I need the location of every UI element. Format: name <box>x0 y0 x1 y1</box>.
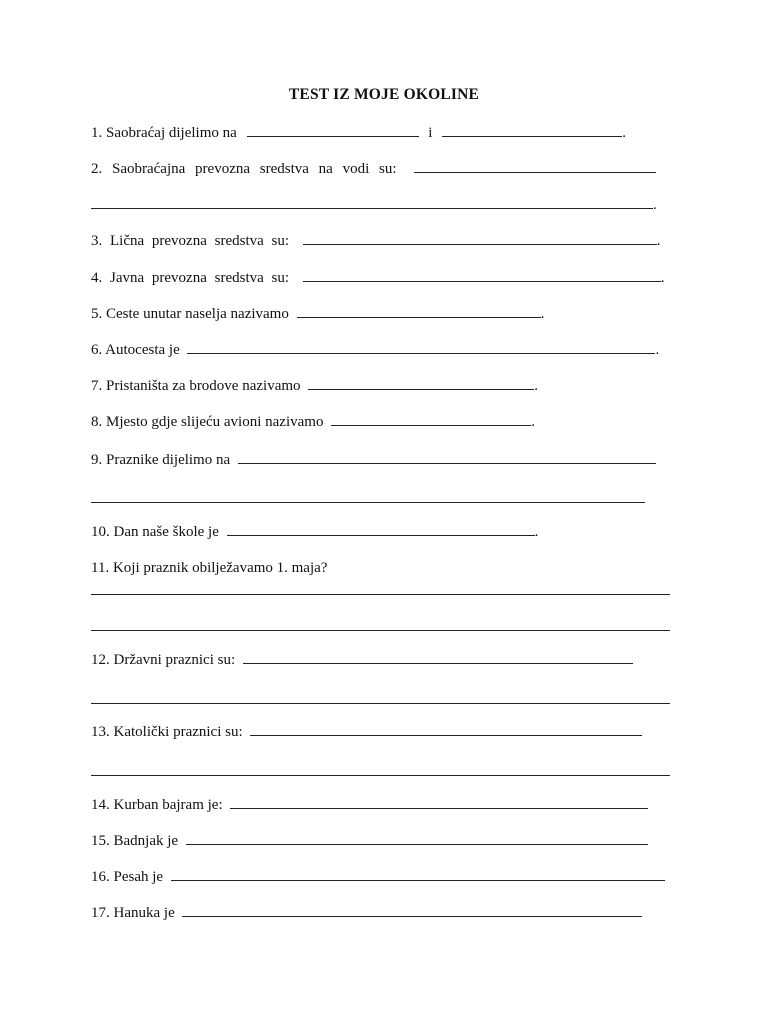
question-7 <box>91 377 538 395</box>
answer-line[interactable] <box>91 208 653 209</box>
question-text: 2. Saobraćajna prevozna sredstva na vodi su: <box>91 161 397 177</box>
question-1 <box>91 124 626 142</box>
question-text: 15. Badnjak je <box>91 833 179 849</box>
answer-line[interactable] <box>91 703 670 704</box>
question-2-continuation <box>91 196 657 214</box>
period: . <box>655 342 660 358</box>
answer-blank[interactable] <box>303 244 657 245</box>
period: . <box>534 378 539 394</box>
question-text: 11. Koji praznik obilježavamo 1. maja? <box>91 560 328 576</box>
question-4 <box>91 269 665 287</box>
period: . <box>534 524 539 540</box>
answer-blank[interactable] <box>247 136 419 137</box>
answer-blank[interactable] <box>186 844 648 845</box>
question-text: 3. Lična prevozna sredstva su: <box>91 233 290 249</box>
answer-blank[interactable] <box>331 425 531 426</box>
question-text: 8. Mjesto gdje slijeću avioni nazivamo <box>91 414 324 430</box>
question-5 <box>91 305 544 323</box>
question-text: 5. Ceste unutar naselja nazivamo <box>91 306 289 322</box>
answer-line[interactable] <box>91 502 645 503</box>
question-15 <box>91 832 648 850</box>
question-16 <box>91 868 665 886</box>
question-8 <box>91 413 535 431</box>
answer-blank[interactable] <box>250 735 642 736</box>
question-text: 10. Dan naše škole je <box>91 524 219 540</box>
answer-blank[interactable] <box>171 880 665 881</box>
question-text: 4. Javna prevozna sredstva su: <box>91 270 290 286</box>
period: . <box>653 197 657 213</box>
answer-blank[interactable] <box>230 808 648 809</box>
answer-line[interactable] <box>91 775 670 776</box>
question-13 <box>91 723 642 741</box>
question-text: 14. Kurban bajram je: <box>91 797 223 813</box>
question-6 <box>91 341 659 359</box>
period: . <box>622 125 626 141</box>
page-title: TEST IZ MOJE OKOLINE <box>288 86 480 103</box>
question-10 <box>91 523 538 541</box>
answer-line[interactable] <box>91 594 670 595</box>
answer-blank[interactable] <box>243 663 633 664</box>
period: . <box>540 306 545 322</box>
answer-blank[interactable] <box>227 535 535 536</box>
answer-blank[interactable] <box>308 389 534 390</box>
question-17 <box>91 904 642 922</box>
answer-blank[interactable] <box>442 136 622 137</box>
question-text: 17. Hanuka je <box>91 905 175 921</box>
question-12 <box>91 651 633 669</box>
question-3 <box>91 232 661 250</box>
answer-line[interactable] <box>91 630 670 631</box>
answer-blank[interactable] <box>182 916 642 917</box>
question-14 <box>91 796 648 814</box>
period: . <box>531 414 535 430</box>
question-text: 9. Praznike dijelimo na <box>91 452 231 468</box>
period: . <box>656 233 661 249</box>
answer-blank[interactable] <box>414 172 656 173</box>
answer-blank[interactable] <box>187 353 655 354</box>
question-9 <box>91 451 656 469</box>
question-text: 13. Katolički praznici su: <box>91 724 243 740</box>
answer-blank[interactable] <box>238 463 656 464</box>
answer-blank[interactable] <box>297 317 541 318</box>
question-2 <box>91 160 656 178</box>
question-text: 12. Državni praznici su: <box>91 652 236 668</box>
conjunction: i <box>428 125 433 141</box>
question-text: 6. Autocesta je <box>91 342 180 358</box>
question-text: 16. Pesah je <box>91 869 164 885</box>
question-text: 1. Saobraćaj dijelimo na <box>91 125 237 141</box>
question-11 <box>91 559 327 577</box>
period: . <box>660 270 665 286</box>
question-text: 7. Pristaništa za brodove nazivamo <box>91 378 301 394</box>
answer-blank[interactable] <box>303 281 661 282</box>
